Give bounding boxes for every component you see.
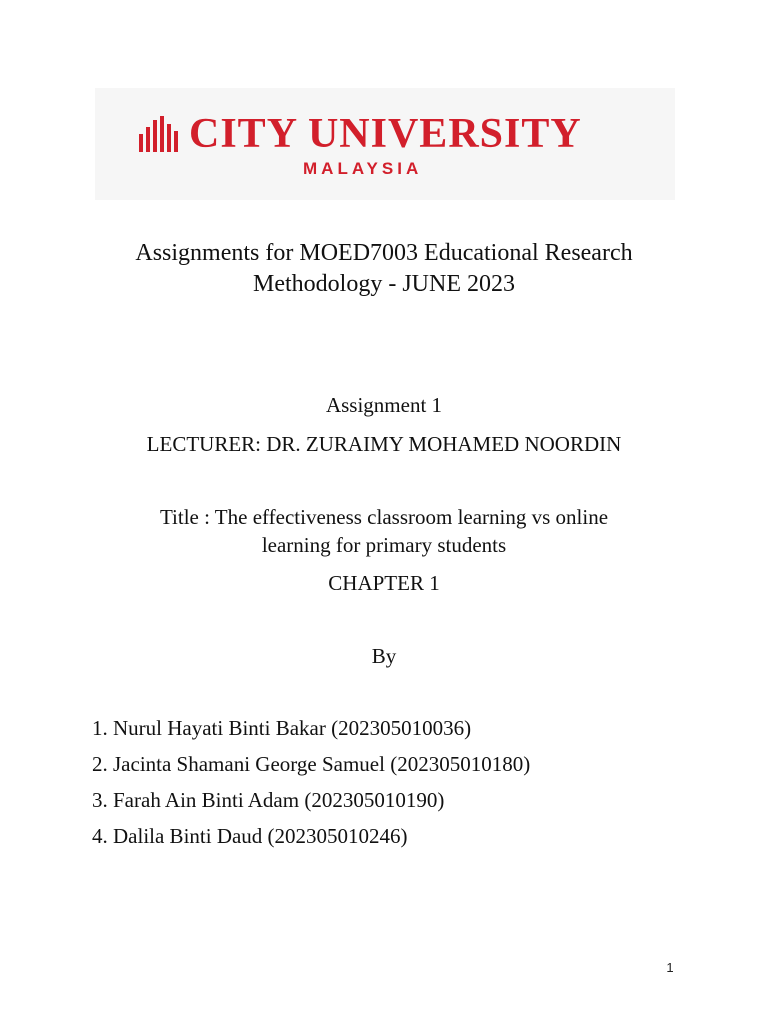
university-country: MALAYSIA bbox=[303, 159, 423, 178]
group-member: 1. Nurul Hayati Binti Bakar (202305010036) bbox=[92, 716, 472, 740]
university-logo bbox=[137, 110, 637, 180]
page-number: 1 bbox=[666, 960, 674, 975]
research-title-line-2: learning for primary students bbox=[261, 533, 507, 557]
document-title-line-1: Assignments for MOED7003 Educational Research bbox=[135, 240, 633, 266]
columns-logo-icon bbox=[137, 116, 179, 154]
university-name: CITY UNIVERSITY bbox=[189, 111, 582, 157]
document-title bbox=[0, 238, 768, 300]
group-member: 3. Farah Ain Binti Adam (202305010190) bbox=[92, 788, 445, 812]
assignment-label: Assignment 1 bbox=[325, 393, 443, 417]
chapter-label: CHAPTER 1 bbox=[328, 571, 440, 595]
research-title bbox=[0, 503, 768, 559]
university-logo-banner bbox=[95, 88, 675, 200]
authors-heading: By bbox=[371, 644, 397, 668]
group-members-list bbox=[92, 715, 530, 859]
group-member: 2. Jacinta Shamani George Samuel (202305010180) bbox=[92, 752, 531, 776]
lecturer-name: LECTURER: DR. ZURAIMY MOHAMED NOORDIN bbox=[146, 432, 622, 456]
document-title-line-2: Methodology - JUNE 2023 bbox=[253, 271, 515, 297]
research-title-line-1: Title : The effectiveness classroom learning vs online bbox=[159, 505, 609, 529]
group-member: 4. Dalila Binti Daud (202305010246) bbox=[92, 824, 408, 848]
